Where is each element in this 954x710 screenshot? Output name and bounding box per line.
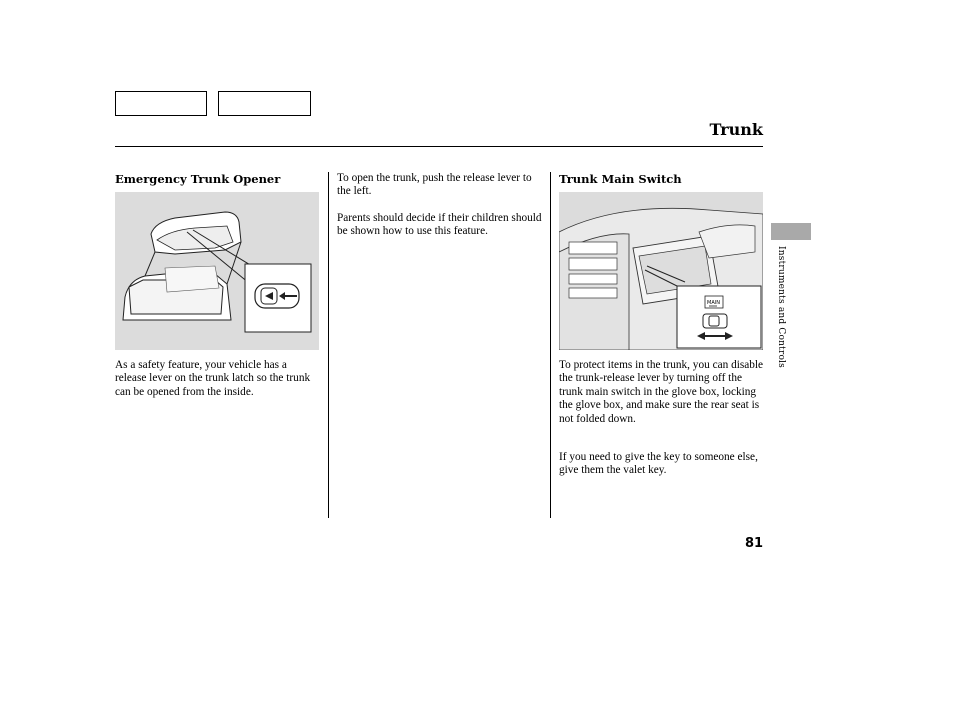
- section-tab: [771, 223, 811, 240]
- previous-section-button[interactable]: [115, 91, 207, 116]
- column-divider: [328, 172, 329, 518]
- safety-feature-paragraph: As a safety feature, your vehicle has a release lever on the trunk latch so the trunk can be opened from the inside.: [115, 359, 311, 398]
- parents-paragraph: Parents should decide if their children should be shown how to use this feature.: [337, 212, 542, 238]
- trunk-main-switch-heading: Trunk Main Switch: [559, 172, 682, 186]
- column-divider: [550, 172, 551, 518]
- trunk-release-lever-illustration: [115, 192, 319, 350]
- glove-box-main-switch-illustration: [559, 192, 763, 350]
- emergency-trunk-opener-heading: Emergency Trunk Opener: [115, 172, 281, 186]
- page-title: Trunk: [709, 120, 763, 139]
- protect-items-paragraph: To protect items in the trunk, you can disable the trunk-release lever by turning off the trunk main switch in the glove box, locking the glove box, and make sure the rear seat is not folded down.: [559, 359, 764, 425]
- header-divider: [115, 146, 763, 147]
- valet-key-paragraph: If you need to give the key to someone else, give them the valet key.: [559, 451, 758, 477]
- main-switch-label: MAIN: [707, 300, 720, 306]
- section-label: Instruments and Controls: [776, 246, 786, 368]
- dashboard-drawing: [559, 192, 763, 350]
- page-number: 81: [745, 536, 764, 551]
- trunk-lever-drawing: [115, 192, 319, 350]
- open-trunk-paragraph: To open the trunk, push the release lever to the left.: [337, 172, 532, 198]
- next-section-button[interactable]: [218, 91, 311, 116]
